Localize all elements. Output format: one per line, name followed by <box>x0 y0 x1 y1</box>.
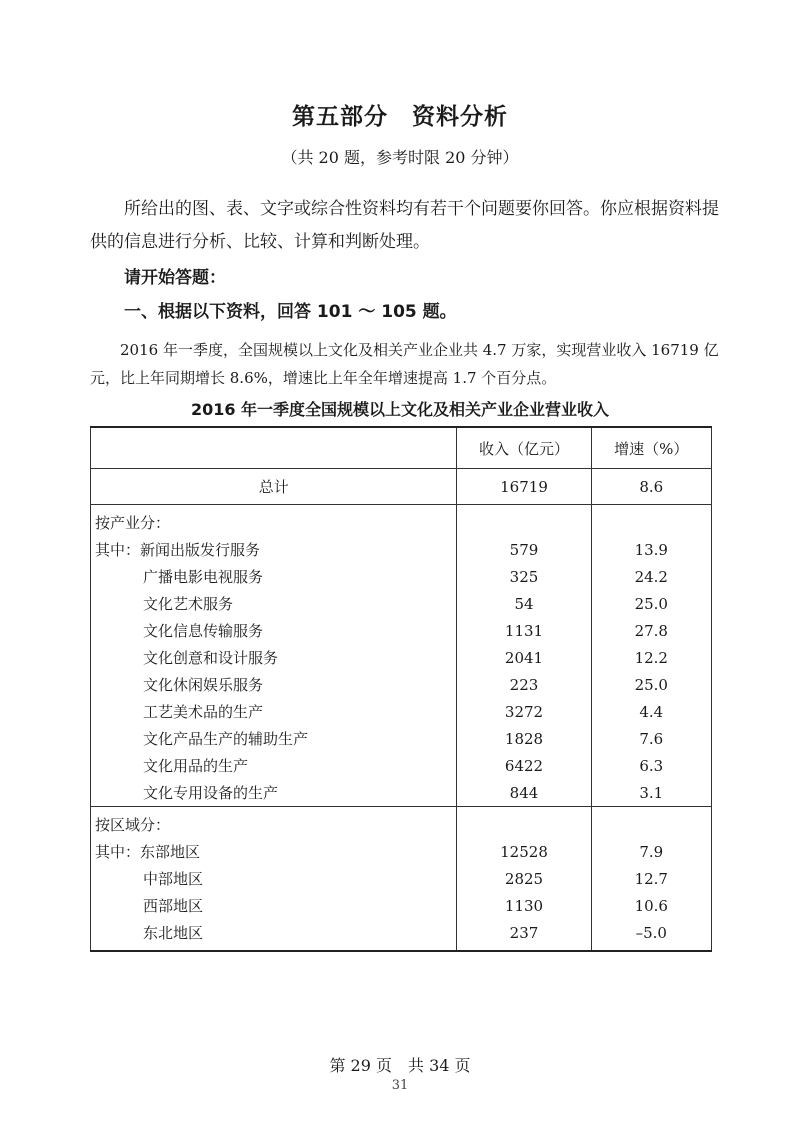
table-row <box>91 779 712 807</box>
header-cell-income: 收入（亿元） <box>457 427 591 469</box>
row-label: 文化休闲娱乐服务 <box>91 671 457 698</box>
row-income: 1828 <box>457 725 591 752</box>
row-income: 6422 <box>457 752 591 779</box>
row-label: 中部地区 <box>91 865 457 892</box>
industry-group-label: 按产业分： <box>91 505 457 537</box>
row-label: 文化创意和设计服务 <box>91 644 457 671</box>
table-header-row <box>91 427 712 469</box>
row-label: 文化艺术服务 <box>91 590 457 617</box>
row-growth: 25.0 <box>591 671 711 698</box>
row-growth: 25.0 <box>591 590 711 617</box>
header-cell-label <box>91 427 457 469</box>
table-row <box>91 725 712 752</box>
row-label: 其中：新闻出版发行服务 <box>91 536 457 563</box>
table-row <box>91 752 712 779</box>
table-row <box>91 865 712 892</box>
page-subtitle: （共 20 题，参考时限 20 分钟） <box>281 148 519 167</box>
page-number: 31 <box>391 1078 409 1093</box>
row-growth: 7.9 <box>591 838 711 865</box>
table-row <box>91 698 712 725</box>
row-growth: 27.8 <box>591 617 711 644</box>
table-row <box>91 838 712 865</box>
start-prompt: 请开始答题： <box>124 268 226 288</box>
row-growth: 3.1 <box>591 779 711 807</box>
row-income: 237 <box>457 919 591 951</box>
table-row <box>91 892 712 919</box>
total-row <box>91 469 712 505</box>
section-heading: 一、根据以下资料，回答 101 ～ 105 题。 <box>124 302 457 322</box>
row-growth: 7.6 <box>591 725 711 752</box>
row-income: 2825 <box>457 865 591 892</box>
total-income: 16719 <box>457 469 591 505</box>
table-row <box>91 644 712 671</box>
instructions-paragraph: 所给出的图、表、文字或综合性资料均有若干个问题要你回答。你应根据资料提供的信息进行分析、比较、计算和判断处理。 <box>90 199 719 252</box>
table-row <box>91 590 712 617</box>
table-row <box>91 563 712 590</box>
row-income: 325 <box>457 563 591 590</box>
row-income: 12528 <box>457 838 591 865</box>
row-label: 文化产品生产的辅助生产 <box>91 725 457 752</box>
total-label: 总计 <box>91 469 457 505</box>
row-income: 54 <box>457 590 591 617</box>
row-growth: 12.2 <box>591 644 711 671</box>
row-label: 文化用品的生产 <box>91 752 457 779</box>
page-title: 第五部分 资料分析 <box>292 104 508 130</box>
row-growth: 24.2 <box>591 563 711 590</box>
row-label: 其中：东部地区 <box>91 838 457 865</box>
row-label: 广播电影电视服务 <box>91 563 457 590</box>
row-growth: 12.7 <box>591 865 711 892</box>
revenue-table <box>90 426 712 952</box>
row-label: 东北地区 <box>91 919 457 951</box>
row-income: 844 <box>457 779 591 807</box>
material-paragraph: 2016 年一季度，全国规模以上文化及相关产业企业共 4.7 万家，实现营业收入 16719 亿元，比上年同期增长 8.6%，增速比上年全年增速提高 1.7 个百分点。 <box>90 341 719 387</box>
row-income: 3272 <box>457 698 591 725</box>
table-row <box>91 536 712 563</box>
row-income: 223 <box>457 671 591 698</box>
row-growth: –5.0 <box>591 919 711 951</box>
row-growth: 13.9 <box>591 536 711 563</box>
row-label: 工艺美术品的生产 <box>91 698 457 725</box>
table-row <box>91 671 712 698</box>
row-growth: 10.6 <box>591 892 711 919</box>
total-growth: 8.6 <box>591 469 711 505</box>
row-label: 文化专用设备的生产 <box>91 779 457 807</box>
table-row <box>91 617 712 644</box>
table-title: 2016 年一季度全国规模以上文化及相关产业企业营业收入 <box>190 400 610 419</box>
row-growth: 4.4 <box>591 698 711 725</box>
row-income: 579 <box>457 536 591 563</box>
row-label: 文化信息传输服务 <box>91 617 457 644</box>
header-cell-growth: 增速（%） <box>591 427 711 469</box>
industry-group-row <box>91 505 712 537</box>
region-group-row <box>91 807 712 839</box>
row-growth: 6.3 <box>591 752 711 779</box>
row-income: 1130 <box>457 892 591 919</box>
page-footer: 第 29 页 共 34 页 <box>329 1056 471 1075</box>
table-row <box>91 919 712 951</box>
row-income: 1131 <box>457 617 591 644</box>
region-group-label: 按区域分： <box>91 807 457 839</box>
row-income: 2041 <box>457 644 591 671</box>
row-label: 西部地区 <box>91 892 457 919</box>
